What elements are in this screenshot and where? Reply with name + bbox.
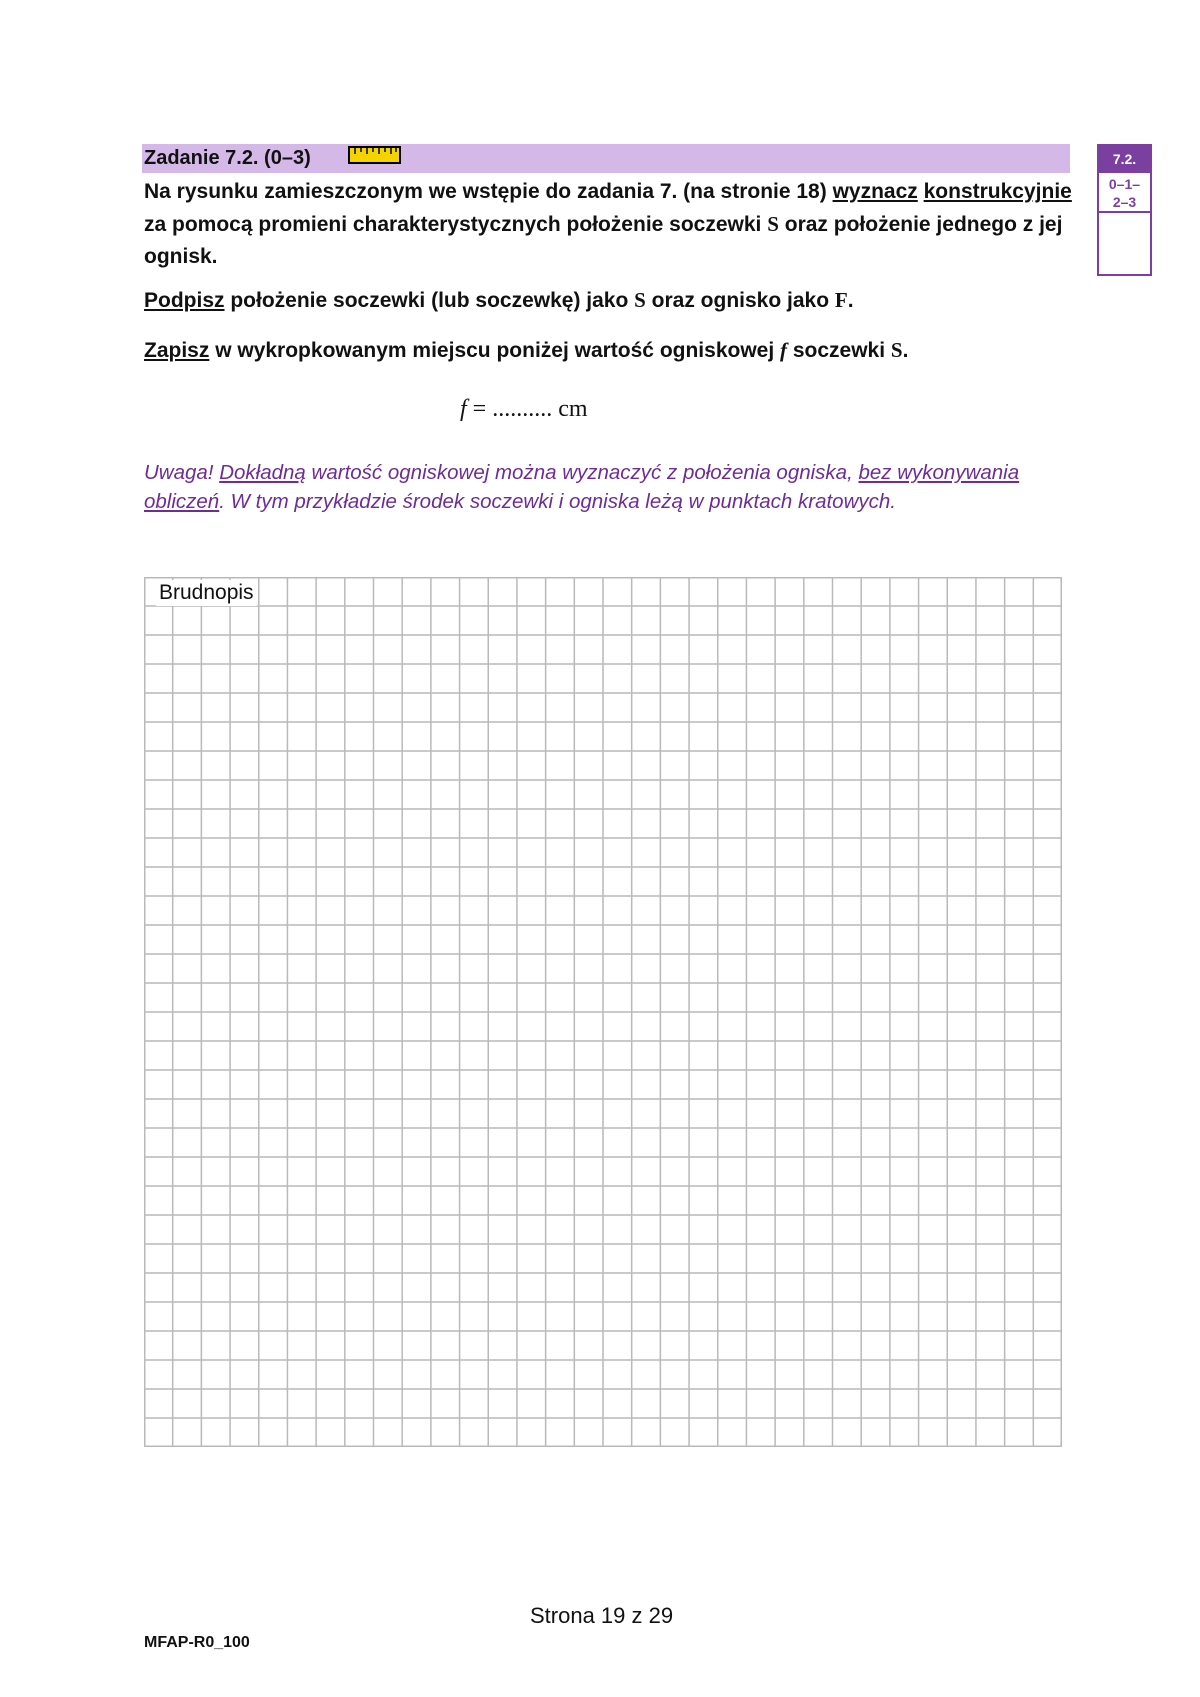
score-box [1097,144,1152,276]
answer-dots[interactable]: = .......... [466,396,559,422]
scratch-label: Brudnopis [156,580,257,606]
grid-lines [144,577,1062,1447]
task-title: Zadanie 7.2. (0–3) [144,147,311,169]
ruler-icon [348,146,401,164]
score-range-line2: 2–3 [1112,194,1137,210]
page-number: Strona 19 z 29 [530,1603,674,1628]
unit-label: cm [558,396,588,422]
focal-variable: f [460,396,467,422]
score-range-line1: 0–1– [1108,176,1141,192]
instruction-paragraph-1: Na rysunku zamieszczonym we wstępie do zadania 7. (na stronie 18) wyznacz konstrukcyjnie za pomocą promieni charakterystycznych położenie soczewki S oraz położenie jednego z jej ognisk. [144,180,1072,268]
instruction-paragraph-2: Podpisz położenie soczewki (lub soczewkę) jako S oraz ognisko jako F. [144,288,854,312]
score-task-number: 7.2. [1099,146,1150,173]
score-entry-field[interactable] [1099,213,1150,274]
note-paragraph: Uwaga! Dokładną wartość ogniskowej można wyznaczyć z położenia ogniska, bez wykonywania obliczeń. W tym przykładzie środek soczewki i ogniska leżą w punktach kratowych. [144,461,1020,513]
scratch-grid[interactable] [144,577,1062,1447]
exam-code: MFAP-R0_100 [144,1634,250,1651]
score-range [1099,173,1150,213]
focal-length-answer[interactable] [460,396,588,423]
instruction-paragraph-3: Zapisz w wykropkowanym miejscu poniżej wartość ogniskowej f soczewki S. [144,338,909,362]
